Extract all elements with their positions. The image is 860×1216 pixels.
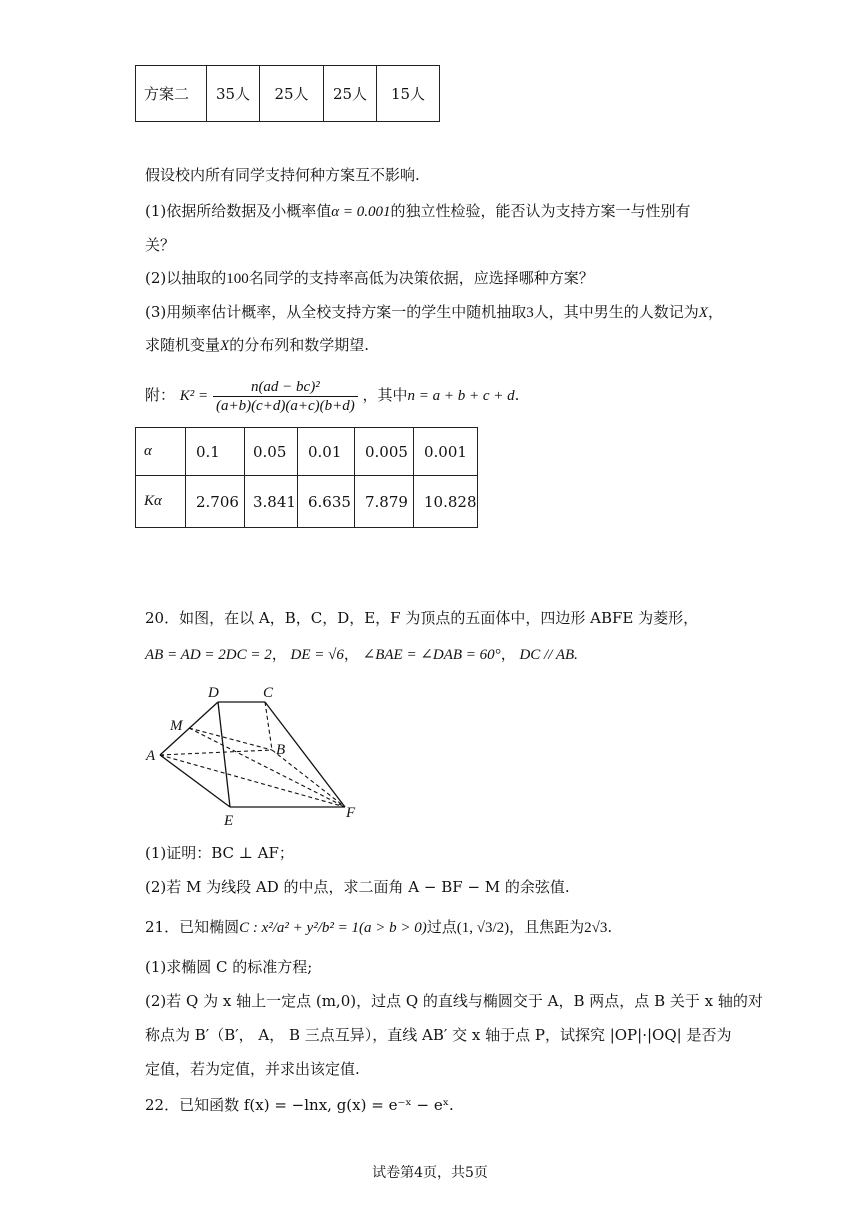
label-A: A xyxy=(146,748,156,764)
q20-part2: (2)若 M 为线段 AD 的中点，求二面角 A − BF − M 的余弦值. xyxy=(145,878,570,896)
page-footer: 试卷第4页，共5页 xyxy=(372,1165,488,1181)
critical-value-table xyxy=(135,427,478,528)
q20-line1: 20．如图，在以 A，B，C，D，E，F 为顶点的五面体中，四边形 ABFE 为菱形， xyxy=(145,609,699,627)
table-header-alpha: α xyxy=(136,428,186,476)
plan2-cell: 15人 xyxy=(377,66,440,122)
k-cell: 3.841 xyxy=(245,476,298,528)
formula-fraction: $\frac{\text{n(ad − bc)²}}{(a+b)(c+d)(a+c)(b+d)}$ xyxy=(213,378,358,415)
q19-appendix-formula: 附： K² = $\frac{\text{n(ad − bc)²}}{(a+b)(c+d)(a+c)(b+d)}$ ，其中n = a + b + c + d. xyxy=(145,378,520,414)
alpha-cell: 0.005 xyxy=(355,428,414,476)
alpha-cell: 0.01 xyxy=(298,428,355,476)
k-cell: 7.879 xyxy=(355,476,414,528)
label-D: D xyxy=(208,685,219,701)
label-F: F xyxy=(346,805,356,821)
alpha-cell: 0.001 xyxy=(414,428,478,476)
k-cell: 6.635 xyxy=(298,476,355,528)
alpha-cell: 0.1 xyxy=(186,428,245,476)
k-cell: 10.828 xyxy=(414,476,478,528)
plan2-table xyxy=(135,65,440,122)
plan2-cell: 25人 xyxy=(260,66,324,122)
label-E: E xyxy=(224,813,234,829)
k-cell: 2.706 xyxy=(186,476,245,528)
q19-part3-cont: 求随机变量X的分布列和数学期望. xyxy=(145,336,369,354)
q21-part1: (1)求椭圆 C 的标准方程; xyxy=(145,958,313,976)
plan2-cell: 25人 xyxy=(324,66,377,122)
alpha-cell: 0.05 xyxy=(245,428,298,476)
q22-line1: 22．已知函数 f(x) = −lnx, g(x) = e⁻ˣ − eˣ. xyxy=(145,1096,454,1114)
label-M: M xyxy=(170,718,183,734)
q19-assumption: 假设校内所有同学支持何种方案互不影响. xyxy=(145,166,420,184)
q21-line1: 21．已知椭圆C : x²/a² + y²/b² = 1(a > b > 0)过点(1, √3/2)，且焦距为2√3. xyxy=(145,918,613,936)
label-B: B xyxy=(276,742,286,758)
table-header-k: Kα xyxy=(136,476,186,528)
q19-part3: (3)用频率估计概率，从全校支持方案一的学生中随机抽取3人，其中男生的人数记为X， xyxy=(145,303,723,321)
pentahedron-figure xyxy=(140,680,380,830)
q20-line2: AB = AD = 2DC = 2， DE = √6， ∠BAE = ∠DAB = 60°， DC // AB. xyxy=(145,647,578,663)
q19-part1: (1)依据所给数据及小概率值α = 0.001的独立性检验，能否认为支持方案一与性别有 xyxy=(145,202,691,220)
q20-part1: (1)证明：BC ⊥ AF； xyxy=(145,844,294,862)
q19-part2: (2)以抽取的100名同学的支持率高低为决策依据，应选择哪种方案？ xyxy=(145,269,594,287)
q19-part1-cont: 关？ xyxy=(145,236,176,254)
plan2-cell: 35人 xyxy=(207,66,260,122)
q21-part2-line2: 称点为 B′（B′， A， B 三点互异），直线 AB′ 交 x 轴于点 P，试探究 |OP|·|OQ| 是否为 xyxy=(145,1026,732,1044)
label-C: C xyxy=(263,685,274,701)
q21-part2-line1: (2)若 Q 为 x 轴上一定点 (m,0)，过点 Q 的直线与椭圆交于 A，B 两点，点 B 关于 x 轴的对 xyxy=(145,992,763,1010)
plan2-label: 方案二 xyxy=(136,66,207,122)
q21-part2-line3: 定值，若为定值，并求出该定值. xyxy=(145,1060,360,1078)
